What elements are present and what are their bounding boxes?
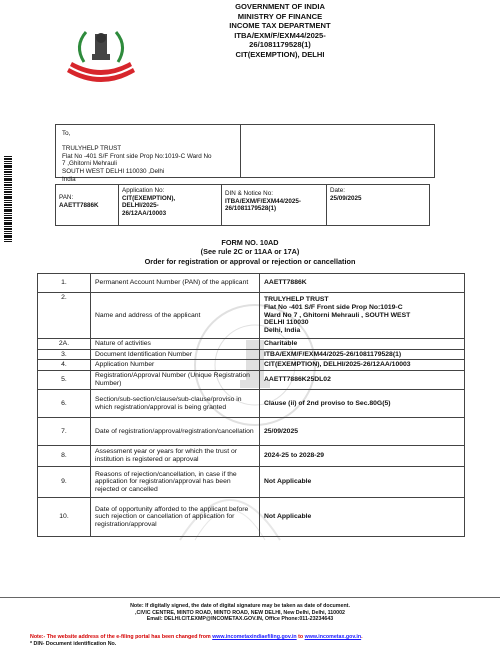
- row-number: 6.: [38, 390, 91, 418]
- applicant-address-4: Delhi, India: [264, 327, 301, 335]
- header-line-5: 26/1081179528(1): [249, 40, 311, 50]
- address-box-divider: [240, 124, 241, 178]
- email-address: DELHI.CIT.EXMP@INCOMETAX.GOV.IN: [164, 616, 262, 623]
- row-label: Date of registration/approval/registration/cancellation: [91, 418, 260, 446]
- row-number: 3.: [38, 349, 91, 360]
- old-portal-link[interactable]: www.incometaxindiaefiling.gov.in: [212, 634, 297, 640]
- din-cell: [222, 185, 327, 226]
- application-no-value-1: CIT(EXEMPTION),: [122, 194, 176, 202]
- din-label: DIN & Notice No:: [225, 190, 273, 197]
- income-tax-department-logo: [64, 26, 138, 88]
- date-cell: [327, 185, 430, 226]
- footer-note: Note: If digitally signed, the date of digital signature may be taken as date of document.: [130, 603, 350, 609]
- address-line-3: 7 ,Ghitorni Mehrauli: [62, 160, 117, 168]
- row-label: Date of opportunity afforded to the applicant before such rejection or cancellation of application for registration/approval: [91, 498, 260, 537]
- row-value: AAETT7886K: [260, 274, 465, 293]
- document-header: [150, 2, 410, 60]
- address-line-2: Flat No -401 S/F Front side Prop No:1019-C Ward No: [62, 152, 212, 160]
- row-number: 10.: [38, 498, 91, 537]
- row-number: 1.: [38, 274, 91, 293]
- table-row: [38, 339, 465, 350]
- header-line-4: ITBA/EXM/F/EXM44/2025-: [234, 30, 326, 40]
- table-row: [38, 371, 465, 390]
- row-label: Name and address of the applicant: [91, 293, 260, 339]
- table-row: [38, 360, 465, 371]
- office-phone: , Office Phone:011-23234643: [261, 616, 334, 623]
- new-portal-link[interactable]: www.incometax.gov.in: [304, 634, 362, 640]
- header-line-1: GOVERNMENT OF INDIA: [235, 2, 325, 11]
- footer-address: ,CIVIC CENTRE, MINTO ROAD, MINTO ROAD, NEW DELHI, New Delhi, Delhi, 110002: [135, 609, 345, 616]
- portal-change-note: [30, 634, 470, 647]
- footer-contact: [90, 616, 390, 623]
- header-line-2: MINISTRY OF FINANCE: [237, 11, 323, 21]
- row-label: Reasons of rejection/cancellation, in case if the application for registration/approval has been rejected or cancelled: [91, 467, 260, 498]
- date-value: 25/09/2025: [330, 194, 362, 202]
- table-row: [38, 467, 465, 498]
- header-line-3: INCOME TAX DEPARTMENT: [229, 21, 331, 31]
- din-value-2: 26/1081179528(1): [225, 205, 277, 212]
- portal-note-prefix: Note:- The website address of the e-filing portal has been changed from: [30, 634, 213, 640]
- row-label: Nature of activities: [91, 339, 260, 350]
- table-row: [38, 349, 465, 360]
- row-number: 2A.: [38, 339, 91, 350]
- form-subtitle: Order for registration or approval or rejection or cancellation: [144, 256, 356, 266]
- recipient-address: [62, 130, 237, 184]
- row-label: Document Identification Number: [91, 349, 260, 360]
- portal-note-suffix: .: [361, 634, 363, 640]
- address-line-1: TRULYHELP TRUST: [62, 144, 122, 152]
- to-label: To,: [62, 130, 71, 137]
- notice-info-table: [55, 184, 430, 226]
- portal-note-middle: to: [296, 634, 305, 640]
- row-value: CIT(EXEMPTION), DELHI/2025-26/12AA/10003: [260, 360, 465, 371]
- row-value: Not Applicable: [260, 498, 465, 537]
- table-row: [38, 498, 465, 537]
- pan-cell: [56, 185, 119, 226]
- row-value: AAETT7886K25DL02: [260, 371, 465, 390]
- table-row: [38, 293, 465, 339]
- row-number: 4.: [38, 360, 91, 371]
- row-number: 2.: [38, 293, 91, 339]
- address-line-5: India: [62, 175, 76, 183]
- row-label: Application Number: [91, 360, 260, 371]
- email-label: Email:: [146, 616, 165, 623]
- applicant-address-2: Ward No 7 , Ghitorni Mehrauli , SOUTH WEST: [264, 311, 411, 319]
- header-line-6: CIT(EXEMPTION), DELHI: [235, 49, 325, 59]
- row-value: 2024-25 to 2028-29: [260, 446, 465, 467]
- row-label: Registration/Approval Number (Unique Registration Number): [91, 371, 260, 390]
- application-no-cell: [119, 185, 222, 226]
- row-value: Clause (ii) of 2nd proviso to Sec.80G(5): [260, 390, 465, 418]
- form-number: FORM NO. 10AD: [221, 238, 279, 247]
- application-no-value-3: 26/12AA/10003: [122, 209, 167, 217]
- application-no-value-2: DELHI/2025-: [122, 202, 159, 209]
- row-value: Charitable: [260, 339, 465, 350]
- table-row: [38, 274, 465, 293]
- row-number: 8.: [38, 446, 91, 467]
- application-no-label: Application No:: [122, 187, 165, 194]
- row-value: [260, 293, 465, 339]
- row-label: Assessment year or years for which the trust or institution is registered or approval: [91, 446, 260, 467]
- form-details-table: [37, 273, 465, 537]
- row-value: ITBA/EXM/F/EXM44/2025-26/1081179528(1): [260, 349, 465, 360]
- row-number: 7.: [38, 418, 91, 446]
- applicant-address-1: Flat No -401 S/F Front side Prop No:1019-C: [264, 303, 403, 311]
- row-number: 9.: [38, 467, 91, 498]
- pan-value: AAETT7886K: [59, 201, 99, 209]
- pan-label: PAN:: [59, 194, 74, 201]
- row-number: 5.: [38, 371, 91, 390]
- row-value: Not Applicable: [260, 467, 465, 498]
- row-label: Permanent Account Number (PAN) of the applicant: [91, 274, 260, 293]
- table-row: [38, 418, 465, 446]
- applicant-name: TRULYHELP TRUST: [264, 296, 329, 304]
- table-row: [38, 446, 465, 467]
- footer: [90, 603, 390, 623]
- table-row: [38, 390, 465, 418]
- form-rule: (See rule 2C or 11AA or 17A): [200, 247, 300, 257]
- footer-divider: [0, 597, 500, 598]
- din-value-1: ITBA/EXM/F/EXM44/2025-: [225, 197, 301, 205]
- address-line-4: SOUTH WEST DELHI 110030 ,Delhi: [62, 168, 165, 176]
- row-label: Section/sub-section/clause/sub-clause/proviso in which registration/approval is being granted: [91, 390, 260, 418]
- date-label: Date:: [330, 187, 346, 194]
- applicant-address-3: DELHI 110030: [264, 319, 309, 327]
- row-value: 25/09/2025: [260, 418, 465, 446]
- form-title: [100, 238, 400, 266]
- din-footnote: * DIN- Document identification No.: [30, 640, 117, 647]
- barcode-icon: [4, 156, 12, 242]
